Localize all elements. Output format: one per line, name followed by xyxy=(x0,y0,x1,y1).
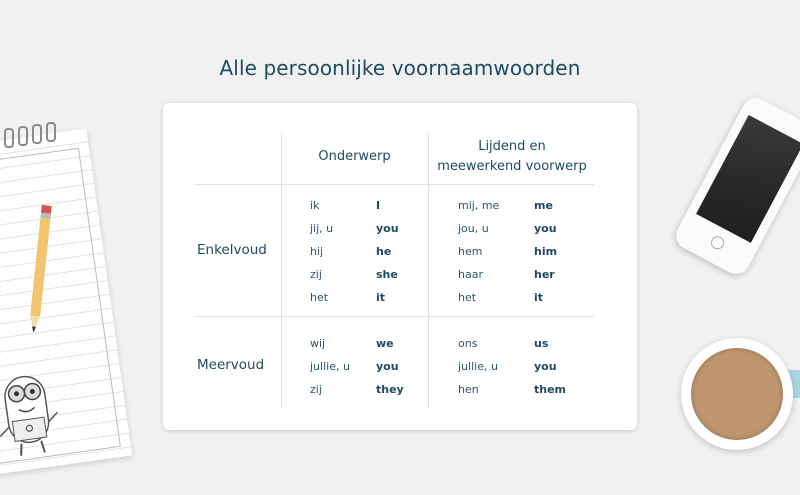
subject-nl: het xyxy=(310,291,329,304)
object-en: you xyxy=(534,222,557,235)
subject-nl: ik xyxy=(310,199,320,212)
object-nl: jullie, u xyxy=(458,360,498,373)
subject-en: you xyxy=(376,360,399,373)
divider xyxy=(195,316,594,317)
header-subject: Onderwerp xyxy=(318,149,391,164)
object-en: them xyxy=(534,383,567,396)
pronoun-table-card xyxy=(163,103,637,430)
object-en: it xyxy=(534,291,544,304)
subject-nl: zij xyxy=(310,268,322,281)
group-label-meervoud: Meervoud xyxy=(197,357,265,373)
divider xyxy=(428,133,429,409)
page-title: Alle persoonlijke voornaamwoorden xyxy=(219,56,581,80)
subject-nl: jullie, u xyxy=(310,360,350,373)
subject-nl: wij xyxy=(310,337,326,350)
object-nl: ons xyxy=(458,337,478,350)
object-nl: mij, me xyxy=(458,199,500,212)
subject-nl: jij, u xyxy=(310,222,334,235)
object-en: him xyxy=(534,245,558,258)
subject-en: I xyxy=(376,199,381,212)
divider xyxy=(281,133,282,409)
subject-nl: zij xyxy=(310,383,322,396)
object-en: us xyxy=(534,337,549,350)
group-label-enkelvoud: Enkelvoud xyxy=(197,242,267,258)
object-nl: het xyxy=(458,291,477,304)
subject-nl: hij xyxy=(310,245,324,258)
header-object: Lijdend en meewerkend voorwerp xyxy=(437,139,587,174)
smartphone-icon xyxy=(671,93,800,279)
object-nl: hem xyxy=(458,245,483,258)
object-nl: jou, u xyxy=(458,222,489,235)
object-nl: hen xyxy=(458,383,479,396)
subject-en: you xyxy=(376,222,399,235)
divider xyxy=(195,184,594,185)
subject-en: it xyxy=(376,291,386,304)
subject-en: they xyxy=(376,383,404,396)
subject-en: she xyxy=(376,268,398,281)
coffee-mug-icon xyxy=(681,338,793,450)
object-en: me xyxy=(534,199,553,212)
object-en: her xyxy=(534,268,555,281)
object-nl: haar xyxy=(458,268,483,281)
notebook-sketch xyxy=(0,128,132,477)
object-en: you xyxy=(534,360,557,373)
subject-en: he xyxy=(376,245,392,258)
subject-en: we xyxy=(376,337,394,350)
